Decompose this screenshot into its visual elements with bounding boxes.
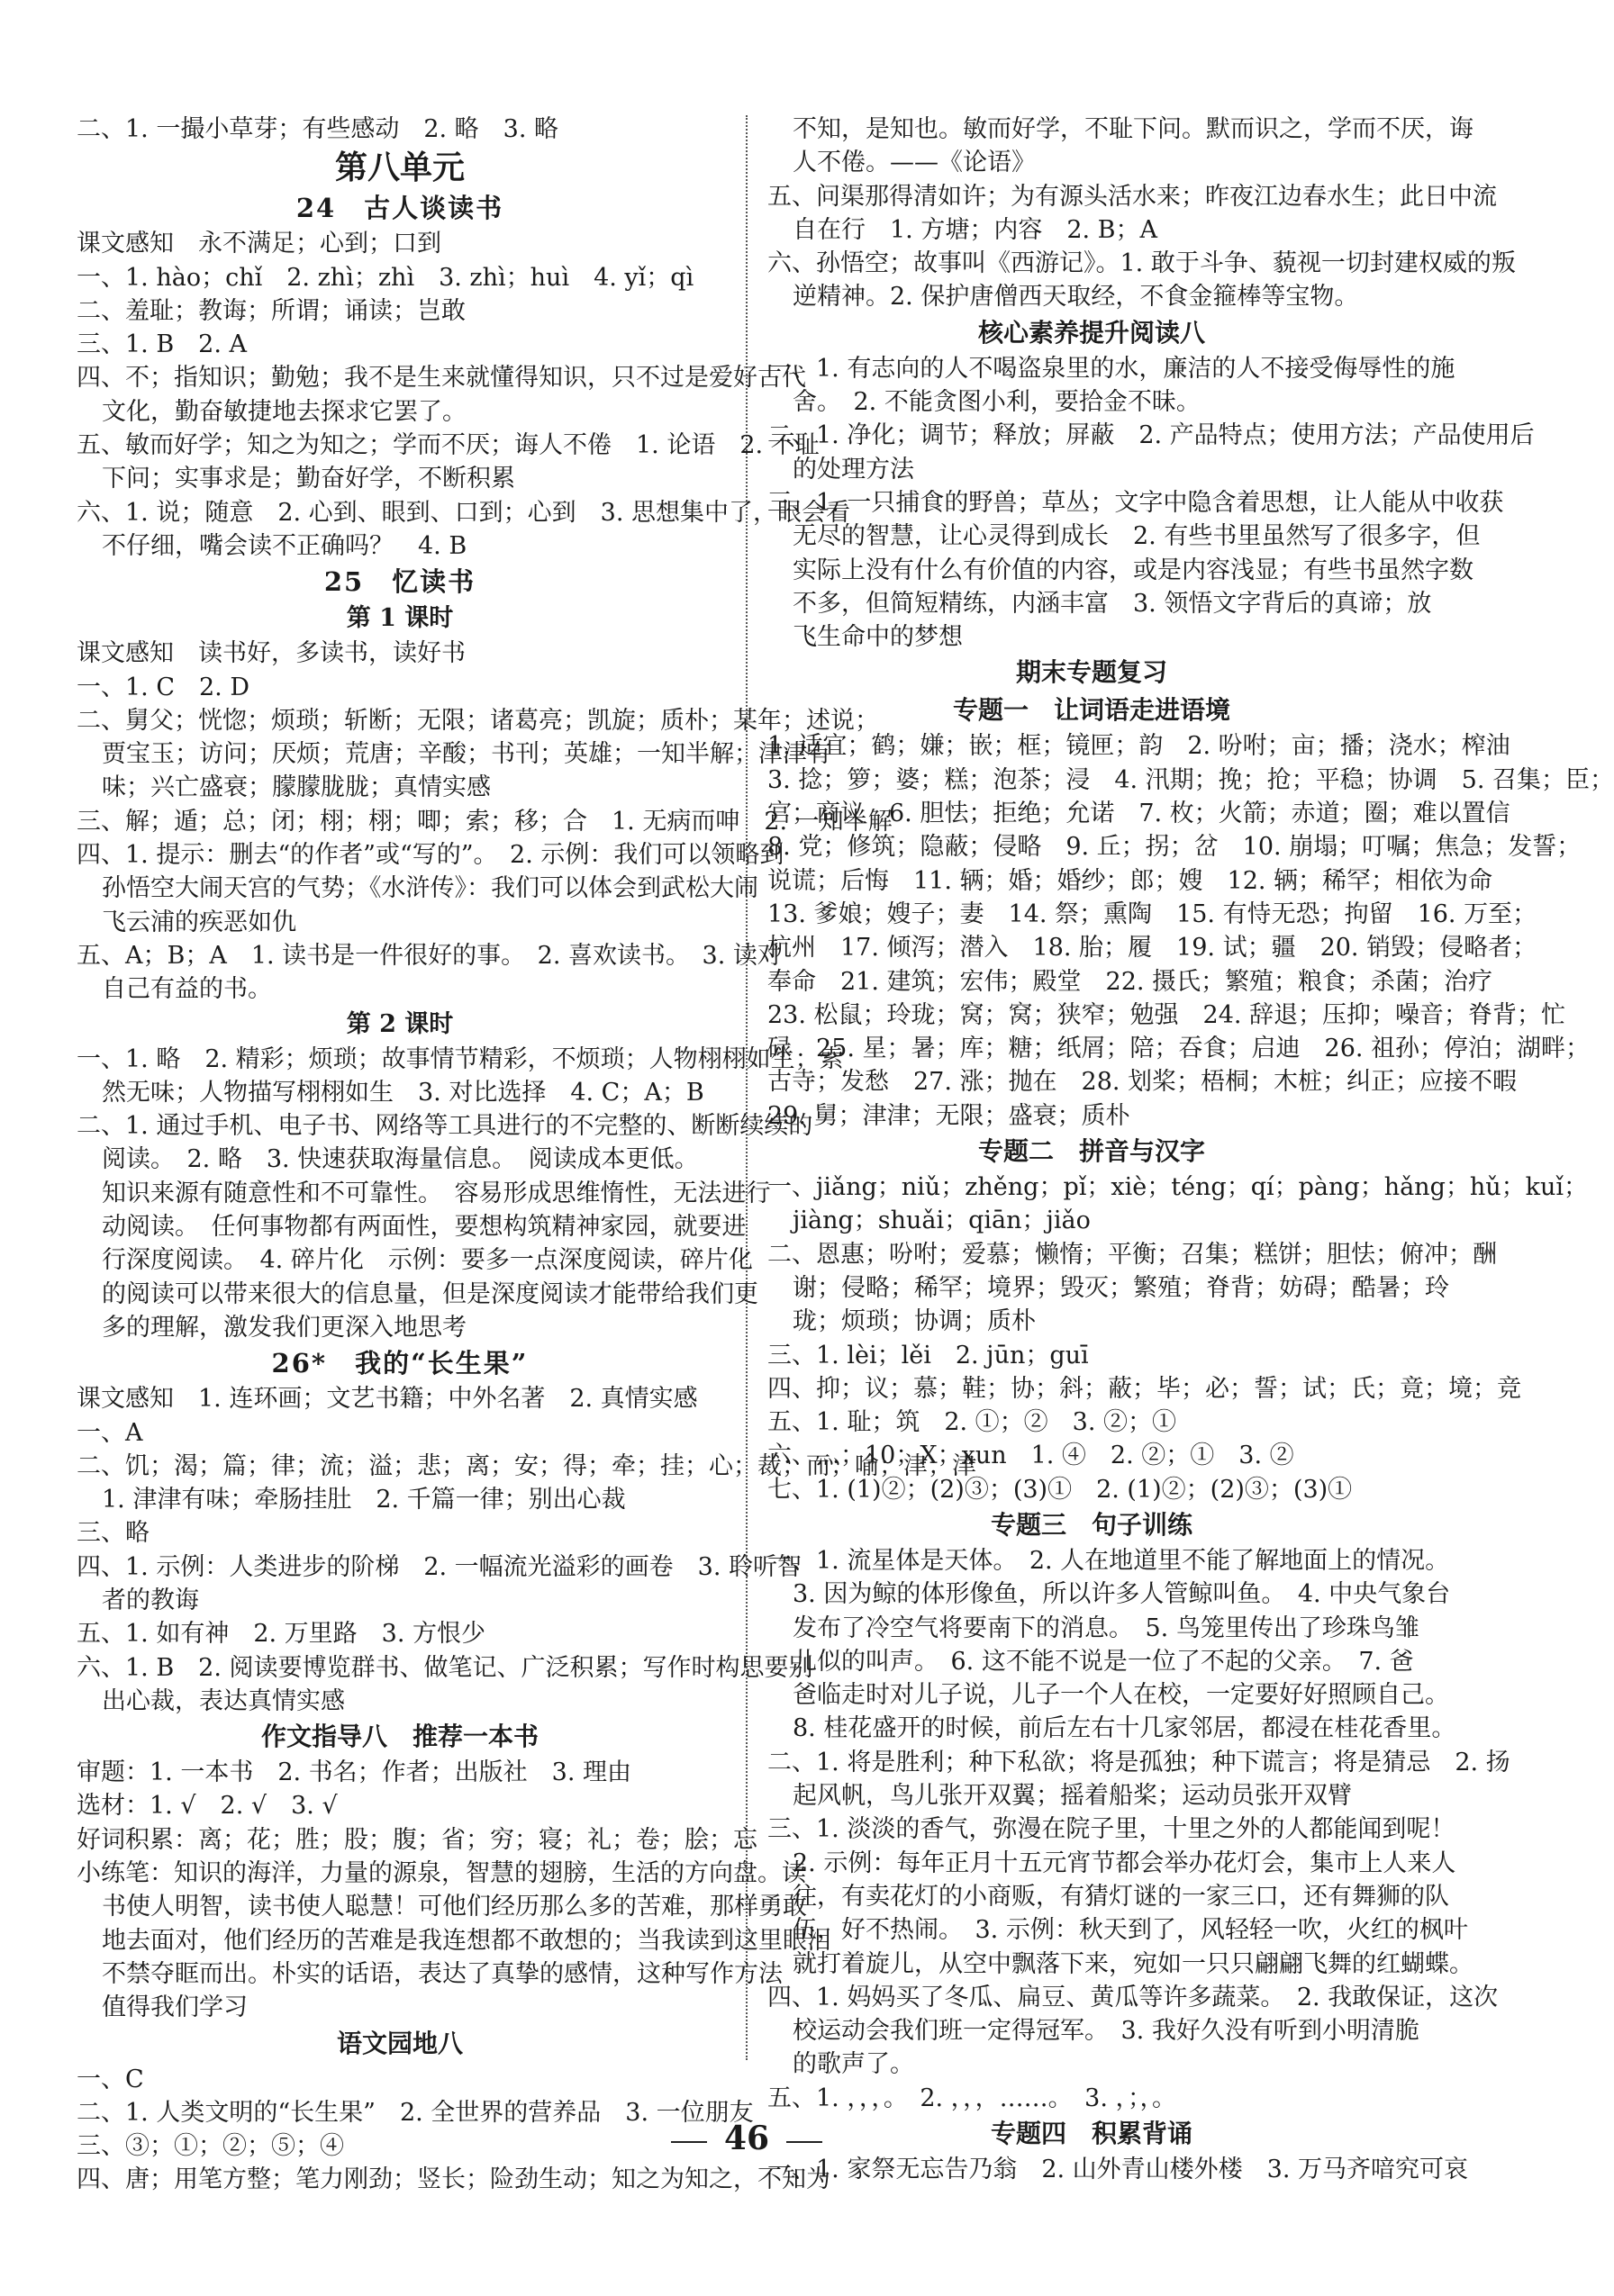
answer-line: 小练笔：知识的海洋，力量的源泉，智慧的翅膀，生活的方向盘。读 xyxy=(77,1859,806,1888)
answer-line-continued: 爸临走时对儿子说，儿子一个人在校，一定要好好照顾自己。 xyxy=(793,1681,1449,1710)
answer-line-continued: 儿似的叫声。 6. 这不能不说是一位了不起的父亲。 7. 爸 xyxy=(793,1647,1414,1676)
answer-line-continued: 自己有益的书。 xyxy=(102,975,272,1004)
answer-line: 1. 适宜；鹤；嫌；嵌；框；镜匣；韵 2. 吩咐；亩；播；浇水；榨油 xyxy=(767,732,1510,761)
answer-line: 五、1. 如有神 2. 万里路 3. 方恨少 xyxy=(77,1620,486,1649)
answer-line: 一、1. 略 2. 精彩；烦琐；故事情节精彩，不烦琐；人物栩栩如生；索 xyxy=(77,1044,844,1073)
answer-line-continued: 往，有卖花灯的小商贩，有猜灯谜的一家三口，还有舞狮的队 xyxy=(793,1882,1449,1911)
lesson-heading: 26* 我的“长生果” xyxy=(271,1348,529,1379)
answer-line: 一、1. C 2. D xyxy=(77,673,249,701)
answer-line: 六、1. 说；随意 2. 心到、眼到、口到；心到 3. 思想集中了，眼会看 xyxy=(77,498,851,527)
answer-line-continued: 贾宝玉；访问；厌烦；荒唐；辛酸；书刊；英雄；一知半解；津津有 xyxy=(102,740,831,769)
answer-line: 四、1. 示例：人类进步的阶梯 2. 一幅流光溢彩的画卷 3. 聆听智 xyxy=(77,1552,802,1581)
answer-line: 三、1. 淡淡的香气，弥漫在院子里，十里之外的人都能闻到呢！ xyxy=(767,1815,1455,1844)
answer-line-continued: 味；兴亡盛衰；朦朦胧胧；真情实感 xyxy=(102,773,491,802)
answer-line-continued: 发布了冷空气将要南下的消息。 5. 鸟笼里传出了珍珠鸟雏 xyxy=(793,1614,1419,1642)
answer-line-continued: jiàng；shuǎi；qiān；jiǎo xyxy=(793,1207,1091,1235)
answer-line: 三、解；遁；总；闭；栩；栩；唧；索；移；合 1. 无病而呻 2. 一知半解 xyxy=(77,807,893,836)
answer-line: 杭州 17. 倾泻；潜入 18. 胎；履 19. 试；疆 20. 销毁；侵略者； xyxy=(767,934,1537,963)
answer-line: 六、孙悟空；故事叫《西游记》。1. 敢于斗争、藐视一切封建权威的叛 xyxy=(767,249,1516,278)
answer-line: 四、不；指知识；勤勉；我不是生来就懂得知识，只不过是爱好古代 xyxy=(77,364,806,393)
answer-line: 三、1. lèi；lěi 2. jūn；guī xyxy=(767,1341,1089,1369)
topic-heading: 专题二 拼音与汉字 xyxy=(977,1136,1205,1167)
answer-line: 五、问渠那得清如许；为有源头活水来；昨夜江边春水生；此日中流 xyxy=(767,182,1497,211)
section-heading: 语文园地八 xyxy=(336,2028,463,2058)
answer-line-continued: 不知，是知也。敏而好学，不耻下问。默而识之，学而不厌，诲 xyxy=(793,115,1473,143)
answer-line: 二、舅父；恍惚；烦琐；斩断；无限；诸葛亮；凯旋；质朴；某年；述说； xyxy=(77,706,879,735)
right-column xyxy=(767,113,1614,2186)
answer-line: 二、1. 人类文明的“长生果” 2. 全世界的营养品 3. 一位朋友 xyxy=(77,2098,754,2127)
answer-line-continued: 阅读。 2. 略 3. 快速获取海量信息。 阅读成本更低。 xyxy=(102,1145,699,1174)
answer-line: 二、羞耻；教诲；所谓；诵读；岂敢 xyxy=(77,296,466,325)
answer-line: 一、jiǎng；niǔ；zhěng；pǐ；xiè；téng；qí；pàng；hǎng；hǔ；kuǐ； xyxy=(767,1173,1589,1202)
answer-line-continued: 飞云浦的疾恶如仇 xyxy=(102,908,296,936)
answer-line-continued: 3. 因为鲸的体形像鱼，所以许多人管鲸叫鱼。 4. 中央气象台 xyxy=(793,1580,1451,1609)
answer-line-continued: 不多，但简短精练，内涵丰富 3. 领悟文字背后的真谛；放 xyxy=(793,589,1432,618)
answer-line-continued: 不仔细，嘴会读不正确吗？ 4. B xyxy=(102,531,467,560)
lesson-session-heading: 第 2 课时 xyxy=(346,1009,454,1038)
topic-heading: 专题四 积累背诵 xyxy=(990,2119,1192,2149)
answer-line-continued: 值得我们学习 xyxy=(102,1993,248,2022)
answer-line: 13. 爹娘；嫂子；妻 14. 祭；熏陶 15. 有恃无恐；拘留 16. 万至； xyxy=(767,899,1537,928)
answer-line-continued: 8. 桂花盛开的时候，前后左右十几家邻居，都浸在桂花香里。 xyxy=(793,1714,1456,1743)
answer-line: 23. 松鼠；玲珑；窝；窝；狭窄；勉强 24. 辞退；压抑；噪音；脊背；忙 xyxy=(767,1000,1566,1029)
answer-line-continued: 地去面对，他们经历的苦难是我连想都不敢想的；当我读到这里眼泪 xyxy=(102,1926,831,1955)
answer-line: 二、恩惠；吩咐；爱慕；懒惰；平衡；召集；糕饼；胆怯；俯冲；酬 xyxy=(767,1240,1497,1269)
answer-line-continued: 者的教诲 xyxy=(102,1586,199,1614)
answer-line: 三、略 xyxy=(77,1519,150,1548)
answer-line: 好词积累：离；花；胜；股；腹；省；穷；寝；礼；卷；脍；忘 xyxy=(77,1825,757,1854)
answer-line: 一、1. 有志向的人不喝盗泉里的水，廉洁的人不接受侮辱性的施 xyxy=(767,354,1455,383)
answer-line-continued: 孙悟空大闹天宫的气势；《水浒传》：我们可以体会到武松大闹 xyxy=(102,874,758,903)
answer-line: 六、灬；10；X；xun 1. ④ 2. ②；① 3. ② xyxy=(767,1442,1294,1470)
answer-line: 五、A；B；A 1. 读书是一件很好的事。 2. 喜欢读书。 3. 读对 xyxy=(77,941,782,970)
answer-line-continued: 校运动会我们班一定得冠军。 3. 我好久没有听到小明清脆 xyxy=(793,2017,1419,2046)
answer-line-continued: 舍。 2. 不能贪图小利，要拾金不昧。 xyxy=(793,388,1201,417)
column-divider xyxy=(746,115,748,2060)
answer-line-continued: 无尽的智慧，让心灵得到成长 2. 有些书里虽然写了很多字，但 xyxy=(793,522,1481,551)
answer-line: 课文感知 1. 连环画；文艺书籍；中外名著 2. 真情实感 xyxy=(77,1385,698,1414)
lesson-heading: 25 忆读书 xyxy=(323,566,476,598)
answer-line-continued: 飞生命中的梦想 xyxy=(793,623,963,652)
answer-line-continued: 逆精神。2. 保护唐僧西天取经，不食金箍棒等宝物。 xyxy=(793,283,1359,312)
answer-line: 二、1. 将是胜利；种下私欲；将是孤独；种下谎言；将是猜忌 2. 扬 xyxy=(767,1748,1510,1776)
answer-line: 审题：1. 一本书 2. 书名；作者；出版社 3. 理由 xyxy=(77,1758,632,1787)
answer-line-continued: 谢；侵略；稀罕；境界；毁灭；繁殖；脊背；妨碍；酷暑；玲 xyxy=(793,1273,1449,1302)
answer-line: 课文感知 永不满足；心到；口到 xyxy=(77,230,441,258)
answer-line: 三、③；①；②；⑤；④ xyxy=(77,2132,344,2161)
unit-heading: 第八单元 xyxy=(334,149,465,187)
answer-line-continued: 行深度阅读。 4. 碎片化 示例：要多一点深度阅读，碎片化 xyxy=(102,1246,753,1275)
answer-line: 四、1. 妈妈买了冬瓜、扁豆、黄瓜等许多蔬菜。 2. 我敢保证，这次 xyxy=(767,1983,1499,2011)
topic-heading: 专题一 让词语走进语境 xyxy=(952,695,1230,726)
answer-line-continued: 动阅读。 任何事物都有两面性，要想构筑精神家园，就要进 xyxy=(102,1213,747,1242)
answer-line: 四、唐；用笔方整；笔力刚劲；竖长；险劲生动；知之为知之，不知为 xyxy=(77,2165,830,2194)
topic-heading: 专题三 句子训练 xyxy=(990,1509,1192,1540)
answer-line: 29. 舅；津津；无限；盛衰；质朴 xyxy=(767,1101,1130,1130)
answer-line: 古寺；发愁 27. 涨；抛在 28. 划桨；梧桐；木桩；纠正；应接不暇 xyxy=(767,1068,1518,1097)
answer-line-continued: 起风帆，鸟儿张开双翼；摇着船桨；运动员张开双臂 xyxy=(793,1782,1352,1811)
answer-line: 一、1. 家祭无忘告乃翁 2. 山外青山楼外楼 3. 万马齐喑究可哀 xyxy=(767,2156,1469,2184)
answer-line: 五、1. 耻；筑 2. ①；② 3. ②；① xyxy=(767,1408,1177,1437)
answer-line-continued: 文化，勤奋敏捷地去探求它罢了。 xyxy=(102,397,467,426)
answer-line-continued: 书使人明智，读书使人聪慧！可他们经历那么多的苦难，那样勇敢 xyxy=(102,1893,807,1921)
answer-line: 3. 捻；箩；婆；糕；泡茶；浸 4. 汛期；挽；抢；平稳；协调 5. 召集；臣； xyxy=(767,765,1614,794)
answer-line: 一、A xyxy=(77,1418,143,1447)
page-number: 46 xyxy=(723,2120,770,2157)
answer-line-continued: 下问；实事求是；勤奋好学，不断积累 xyxy=(102,465,515,493)
section-heading: 期末专题复习 xyxy=(1015,657,1167,688)
lesson-heading: 24 古人谈读书 xyxy=(295,193,504,224)
answer-line: 二、1. 一撮小草芽；有些感动 2. 略 3. 略 xyxy=(77,115,559,143)
answer-line-continued: 人不倦。——《论语》 xyxy=(793,149,1036,177)
answer-line: 七、1. (1)②；(2)③；(3)① 2. (1)②；(2)③；(3)① xyxy=(767,1475,1353,1504)
answer-line-continued: 的歌声了。 xyxy=(793,2050,914,2079)
answer-line: 课文感知 读书好，多读书，读好书 xyxy=(77,639,466,668)
answer-line: 二、1. 通过手机、电子书、网络等工具进行的不完整的、断断续续的 xyxy=(77,1112,813,1141)
answer-line: 选材：1. √ 2. √ 3. √ xyxy=(77,1792,338,1821)
answer-line-continued: 多的理解，激发我们更深入地思考 xyxy=(102,1313,467,1342)
answer-line: 三、1. 一只捕食的野兽；草丛；文字中隐含着思想，让人能从中收获 xyxy=(767,488,1504,517)
answer-line: 四、1. 提示：删去“的作者”或“写的”。 2. 示例：我们可以领略到 xyxy=(77,841,784,870)
section-heading: 作文指导八 推荐一本书 xyxy=(260,1722,539,1752)
answer-line-continued: 的处理方法 xyxy=(793,455,914,484)
answer-line-continued: 出心裁，表达真情实感 xyxy=(102,1686,345,1715)
answer-line: 三、1. B 2. A xyxy=(77,330,248,359)
answer-line: 一、1. hào；chǐ 2. zhì；zhì 3. zhì；huì 4. yǐ；qì xyxy=(77,263,694,292)
answer-line: 说谎；后悔 11. 辆；婚；婚纱；郎；嫂 12. 辆；稀罕；相依为命 xyxy=(767,866,1493,895)
answer-line-continued: 就打着旋儿，从空中飘落下来，宛如一只只翩翩飞舞的红蝴蝶。 xyxy=(793,1949,1473,1978)
page-number-dash-right xyxy=(786,2141,822,2143)
answer-line-continued: 的阅读可以带来很大的信息量，但是深度阅读才能带给我们更 xyxy=(102,1279,758,1308)
answer-line-continued: 知识来源有随意性和不可靠性。 容易形成思维惰性，无法进行 xyxy=(102,1179,771,1207)
lesson-session-heading: 第 1 课时 xyxy=(346,604,454,633)
answer-line-continued: 不禁夺眶而出。朴实的话语，表达了真挚的感情，这种写作方法 xyxy=(102,1959,783,1988)
answer-line: 五、敏而好学；知之为知之；学而不厌；诲人不倦 1. 论语 2. 不耻 xyxy=(77,431,820,460)
answer-line: 碌 25. 星；暑；库；糖；纸屑；陪；吞食；启迪 26. 祖孙；停泊；湖畔； xyxy=(767,1035,1591,1063)
section-heading: 核心素养提升阅读八 xyxy=(977,317,1205,348)
answer-line: 奉命 21. 建筑；宏伟；殿堂 22. 摄氏；繁殖；粮食；杀菌；治疗 xyxy=(767,967,1493,996)
answer-line-continued: 然无味；人物描写栩栩如生 3. 对比选择 4. C；A；B xyxy=(102,1078,704,1107)
answer-line-continued: 1. 津津有味；牵肠挂肚 2. 千篇一律；别出心裁 xyxy=(102,1486,626,1514)
answer-line-continued: 实际上没有什么有价值的内容，或是内容浅显；有些书虽然字数 xyxy=(793,556,1473,584)
answer-line: 二、饥；渴；篇；律；流；溢；悲；离；安；得；牵；挂；心；裁；而；喻；津；津 xyxy=(77,1451,976,1480)
answer-line-continued: 珑；烦琐；协调；质朴 xyxy=(793,1307,1036,1336)
answer-line-continued: 伍，好不热闹。 3. 示例：秋天到了，风轻轻一吹，火红的枫叶 xyxy=(793,1916,1468,1945)
answer-line-continued: 自在行 1. 方塘；内容 2. B；A xyxy=(793,215,1158,244)
answer-line: 宫；商议 6. 胆怯；拒绝；允诺 7. 枚；火箭；赤道；圈；难以置信 xyxy=(767,800,1510,828)
answer-line: 一、C xyxy=(77,2065,144,2093)
answer-line: 二、1. 净化；调节；释放；屏蔽 2. 产品特点；使用方法；产品使用后 xyxy=(767,421,1535,450)
answer-line: 五、1. ，，，。 2. ，，，……。 3. ，；，。 xyxy=(767,2084,1177,2112)
answer-line: 四、抑；议；慕；鞋；协；斜；蔽；毕；必；誓；试；氏；竟；境；竞 xyxy=(767,1374,1521,1403)
answer-line: 8. 党；修筑；隐蔽；侵略 9. 丘；拐；岔 10. 崩塌；叮嘱；焦急；发誓； xyxy=(767,833,1582,862)
answer-line: 六、1. B 2. 阅读要博览群书、做笔记、广泛积累；写作时构思要别 xyxy=(77,1653,813,1682)
answer-line-continued: 2. 示例：每年正月十五元宵节都会举办花灯会，集市上人来人 xyxy=(793,1849,1456,1877)
answer-line: 一、1. 流星体是天体。 2. 人在地道里不能了解地面上的情况。 xyxy=(767,1546,1450,1575)
